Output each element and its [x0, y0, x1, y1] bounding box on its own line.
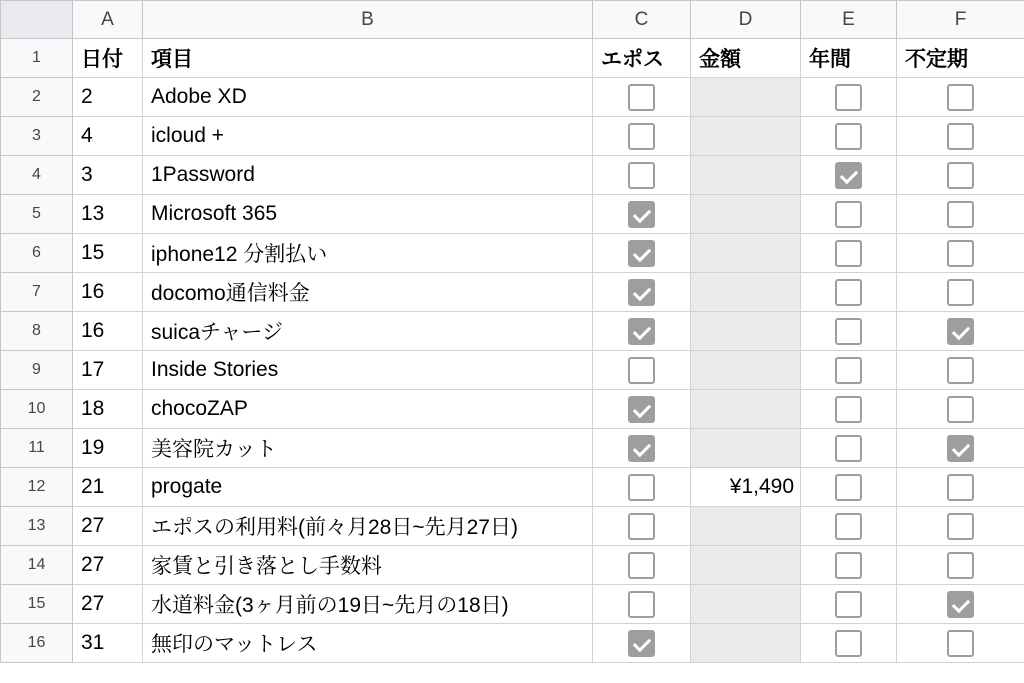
irregular-checkbox-cell[interactable]	[897, 312, 1024, 351]
checkbox-unchecked-icon[interactable]	[628, 591, 655, 618]
epos-checkbox-cell[interactable]	[593, 468, 691, 507]
yearly-checkbox-cell[interactable]	[801, 585, 897, 624]
table-row-header[interactable]	[1, 39, 1024, 78]
item-cell[interactable]: Microsoft 365	[143, 195, 593, 234]
irregular-checkbox-cell[interactable]	[897, 234, 1024, 273]
checkbox-checked-icon[interactable]	[628, 240, 655, 267]
checkbox-unchecked-icon[interactable]	[628, 474, 655, 501]
checkbox-unchecked-icon[interactable]	[835, 396, 862, 423]
irregular-checkbox-cell[interactable]	[897, 624, 1024, 663]
checkbox-checked-icon[interactable]	[628, 630, 655, 657]
checkbox-unchecked-icon[interactable]	[628, 162, 655, 189]
checkbox-checked-icon[interactable]	[947, 591, 974, 618]
date-cell[interactable]: 2	[73, 78, 143, 117]
epos-checkbox-cell[interactable]	[593, 507, 691, 546]
date-cell[interactable]: 16	[73, 312, 143, 351]
row-header[interactable]: 3	[1, 117, 73, 156]
checkbox-unchecked-icon[interactable]	[835, 435, 862, 462]
column-header-e[interactable]: E	[801, 1, 897, 39]
irregular-checkbox-cell[interactable]	[897, 351, 1024, 390]
amount-cell[interactable]	[691, 429, 801, 468]
date-cell[interactable]: 13	[73, 195, 143, 234]
irregular-checkbox-cell[interactable]	[897, 585, 1024, 624]
column-header-row	[1, 1, 1024, 39]
row-header[interactable]: 10	[1, 390, 73, 429]
table-row[interactable]	[1, 78, 1024, 117]
row-header[interactable]: 8	[1, 312, 73, 351]
table-row[interactable]	[1, 312, 1024, 351]
item-cell[interactable]: progate	[143, 468, 593, 507]
row-header[interactable]: 6	[1, 234, 73, 273]
amount-cell[interactable]	[691, 351, 801, 390]
yearly-checkbox-cell[interactable]	[801, 156, 897, 195]
cell-c1[interactable]: エポス	[593, 39, 691, 78]
checkbox-unchecked-icon[interactable]	[947, 84, 974, 111]
checkbox-unchecked-icon[interactable]	[835, 318, 862, 345]
row-header[interactable]: 7	[1, 273, 73, 312]
checkbox-unchecked-icon[interactable]	[947, 240, 974, 267]
epos-checkbox-cell[interactable]	[593, 78, 691, 117]
row-header[interactable]: 9	[1, 351, 73, 390]
item-cell[interactable]: suicaチャージ	[143, 312, 593, 351]
table-row[interactable]	[1, 468, 1024, 507]
column-header-f[interactable]: F	[897, 1, 1024, 39]
yearly-checkbox-cell[interactable]	[801, 546, 897, 585]
epos-checkbox-cell[interactable]	[593, 351, 691, 390]
item-cell[interactable]: エポスの利用料(前々月28日~先月27日)	[143, 507, 593, 546]
row-header[interactable]: 16	[1, 624, 73, 663]
epos-checkbox-cell[interactable]	[593, 273, 691, 312]
date-cell[interactable]: 15	[73, 234, 143, 273]
checkbox-checked-icon[interactable]	[628, 396, 655, 423]
checkbox-unchecked-icon[interactable]	[835, 357, 862, 384]
checkbox-unchecked-icon[interactable]	[835, 123, 862, 150]
checkbox-unchecked-icon[interactable]	[628, 84, 655, 111]
irregular-checkbox-cell[interactable]	[897, 546, 1024, 585]
row-header[interactable]: 12	[1, 468, 73, 507]
yearly-checkbox-cell[interactable]	[801, 273, 897, 312]
epos-checkbox-cell[interactable]	[593, 624, 691, 663]
irregular-checkbox-cell[interactable]	[897, 156, 1024, 195]
amount-cell[interactable]: ¥1,490	[691, 468, 801, 507]
cell-b1[interactable]: 項目	[143, 39, 593, 78]
yearly-checkbox-cell[interactable]	[801, 351, 897, 390]
checkbox-checked-icon[interactable]	[947, 435, 974, 462]
amount-cell[interactable]	[691, 390, 801, 429]
checkbox-unchecked-icon[interactable]	[835, 552, 862, 579]
amount-cell[interactable]	[691, 234, 801, 273]
checkbox-unchecked-icon[interactable]	[628, 552, 655, 579]
epos-checkbox-cell[interactable]	[593, 585, 691, 624]
irregular-checkbox-cell[interactable]	[897, 117, 1024, 156]
amount-cell[interactable]	[691, 156, 801, 195]
checkbox-unchecked-icon[interactable]	[947, 630, 974, 657]
table-row[interactable]	[1, 624, 1024, 663]
table-row[interactable]	[1, 156, 1024, 195]
amount-cell[interactable]	[691, 195, 801, 234]
epos-checkbox-cell[interactable]	[593, 234, 691, 273]
date-cell[interactable]: 16	[73, 273, 143, 312]
epos-checkbox-cell[interactable]	[593, 195, 691, 234]
checkbox-unchecked-icon[interactable]	[947, 279, 974, 306]
checkbox-unchecked-icon[interactable]	[947, 201, 974, 228]
item-cell[interactable]: 家賃と引き落とし手数料	[143, 546, 593, 585]
epos-checkbox-cell[interactable]	[593, 117, 691, 156]
column-header-d[interactable]: D	[691, 1, 801, 39]
checkbox-unchecked-icon[interactable]	[947, 123, 974, 150]
date-cell[interactable]: 31	[73, 624, 143, 663]
irregular-checkbox-cell[interactable]	[897, 390, 1024, 429]
checkbox-checked-icon[interactable]	[947, 318, 974, 345]
yearly-checkbox-cell[interactable]	[801, 78, 897, 117]
checkbox-unchecked-icon[interactable]	[947, 552, 974, 579]
amount-cell[interactable]	[691, 546, 801, 585]
date-cell[interactable]: 27	[73, 546, 143, 585]
yearly-checkbox-cell[interactable]	[801, 234, 897, 273]
item-cell[interactable]: docomo通信料金	[143, 273, 593, 312]
item-cell[interactable]: Adobe XD	[143, 78, 593, 117]
yearly-checkbox-cell[interactable]	[801, 507, 897, 546]
select-all-corner[interactable]	[1, 1, 73, 39]
checkbox-unchecked-icon[interactable]	[947, 513, 974, 540]
item-cell[interactable]: icloud +	[143, 117, 593, 156]
yearly-checkbox-cell[interactable]	[801, 429, 897, 468]
date-cell[interactable]: 4	[73, 117, 143, 156]
yearly-checkbox-cell[interactable]	[801, 312, 897, 351]
checkbox-unchecked-icon[interactable]	[835, 240, 862, 267]
date-cell[interactable]: 18	[73, 390, 143, 429]
epos-checkbox-cell[interactable]	[593, 390, 691, 429]
row-header[interactable]: 14	[1, 546, 73, 585]
amount-cell[interactable]	[691, 585, 801, 624]
date-cell[interactable]: 19	[73, 429, 143, 468]
checkbox-checked-icon[interactable]	[628, 201, 655, 228]
cell-e1[interactable]: 年間	[801, 39, 897, 78]
date-cell[interactable]: 21	[73, 468, 143, 507]
date-cell[interactable]: 27	[73, 585, 143, 624]
amount-cell[interactable]	[691, 507, 801, 546]
amount-cell[interactable]	[691, 117, 801, 156]
irregular-checkbox-cell[interactable]	[897, 429, 1024, 468]
row-header[interactable]: 11	[1, 429, 73, 468]
checkbox-unchecked-icon[interactable]	[835, 474, 862, 501]
date-cell[interactable]: 3	[73, 156, 143, 195]
cell-f1[interactable]: 不定期	[897, 39, 1024, 78]
checkbox-unchecked-icon[interactable]	[628, 123, 655, 150]
item-cell[interactable]: 水道料金(3ヶ月前の19日~先月の18日)	[143, 585, 593, 624]
column-header-b[interactable]: B	[143, 1, 593, 39]
cell-a1[interactable]: 日付	[73, 39, 143, 78]
sheet-body	[1, 39, 1024, 663]
date-cell[interactable]: 17	[73, 351, 143, 390]
table-row[interactable]	[1, 234, 1024, 273]
table-row[interactable]	[1, 429, 1024, 468]
amount-cell[interactable]	[691, 78, 801, 117]
checkbox-unchecked-icon[interactable]	[835, 591, 862, 618]
row-header[interactable]: 13	[1, 507, 73, 546]
column-header-a[interactable]: A	[73, 1, 143, 39]
table-row[interactable]	[1, 117, 1024, 156]
epos-checkbox-cell[interactable]	[593, 312, 691, 351]
yearly-checkbox-cell[interactable]	[801, 468, 897, 507]
amount-cell[interactable]	[691, 624, 801, 663]
item-cell[interactable]: chocoZAP	[143, 390, 593, 429]
table-row[interactable]	[1, 195, 1024, 234]
checkbox-unchecked-icon[interactable]	[835, 201, 862, 228]
table-row[interactable]	[1, 351, 1024, 390]
item-cell[interactable]: iphone12 分割払い	[143, 234, 593, 273]
checkbox-unchecked-icon[interactable]	[947, 474, 974, 501]
yearly-checkbox-cell[interactable]	[801, 390, 897, 429]
checkbox-unchecked-icon[interactable]	[835, 630, 862, 657]
row-header[interactable]: 4	[1, 156, 73, 195]
irregular-checkbox-cell[interactable]	[897, 195, 1024, 234]
checkbox-checked-icon[interactable]	[628, 435, 655, 462]
checkbox-checked-icon[interactable]	[628, 279, 655, 306]
row-header[interactable]: 5	[1, 195, 73, 234]
irregular-checkbox-cell[interactable]	[897, 273, 1024, 312]
row-header[interactable]: 2	[1, 78, 73, 117]
amount-cell[interactable]	[691, 273, 801, 312]
checkbox-unchecked-icon[interactable]	[835, 513, 862, 540]
irregular-checkbox-cell[interactable]	[897, 507, 1024, 546]
item-cell[interactable]: 美容院カット	[143, 429, 593, 468]
table-row[interactable]	[1, 390, 1024, 429]
checkbox-unchecked-icon[interactable]	[835, 279, 862, 306]
date-cell[interactable]: 27	[73, 507, 143, 546]
checkbox-checked-icon[interactable]	[628, 318, 655, 345]
column-header-c[interactable]: C	[593, 1, 691, 39]
checkbox-unchecked-icon[interactable]	[947, 396, 974, 423]
checkbox-checked-icon[interactable]	[835, 162, 862, 189]
checkbox-unchecked-icon[interactable]	[947, 162, 974, 189]
checkbox-unchecked-icon[interactable]	[835, 84, 862, 111]
yearly-checkbox-cell[interactable]	[801, 195, 897, 234]
irregular-checkbox-cell[interactable]	[897, 78, 1024, 117]
epos-checkbox-cell[interactable]	[593, 546, 691, 585]
epos-checkbox-cell[interactable]	[593, 429, 691, 468]
cell-d1[interactable]: 金額	[691, 39, 801, 78]
table-row[interactable]	[1, 507, 1024, 546]
table-row[interactable]	[1, 585, 1024, 624]
checkbox-unchecked-icon[interactable]	[947, 357, 974, 384]
checkbox-unchecked-icon[interactable]	[628, 357, 655, 384]
table-row[interactable]	[1, 546, 1024, 585]
row-header[interactable]: 15	[1, 585, 73, 624]
amount-cell[interactable]	[691, 312, 801, 351]
yearly-checkbox-cell[interactable]	[801, 117, 897, 156]
item-cell[interactable]: 1Password	[143, 156, 593, 195]
epos-checkbox-cell[interactable]	[593, 156, 691, 195]
row-header[interactable]: 1	[1, 39, 73, 78]
yearly-checkbox-cell[interactable]	[801, 624, 897, 663]
checkbox-unchecked-icon[interactable]	[628, 513, 655, 540]
item-cell[interactable]: 無印のマットレス	[143, 624, 593, 663]
irregular-checkbox-cell[interactable]	[897, 468, 1024, 507]
table-row[interactable]	[1, 273, 1024, 312]
item-cell[interactable]: Inside Stories	[143, 351, 593, 390]
